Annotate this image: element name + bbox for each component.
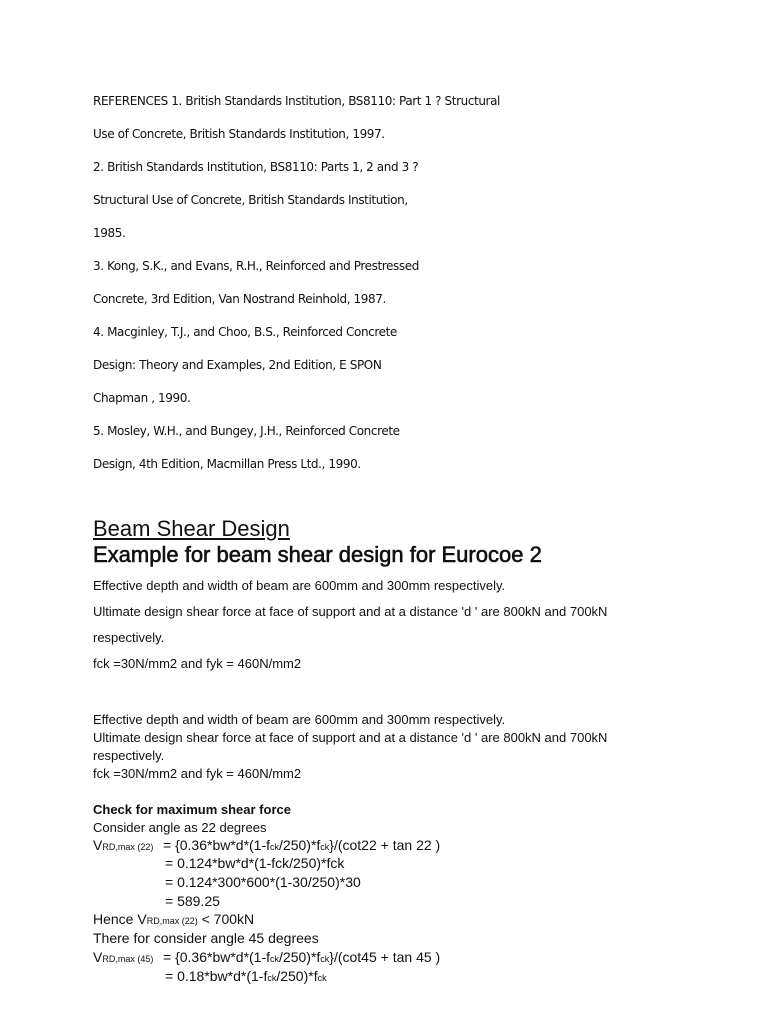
reference-line: Design: Theory and Examples, 2nd Edition, E SPON [93,358,382,372]
reference-line: 1985. [93,226,126,240]
paragraph-line: Effective depth and width of beam are 600mm and 300mm respectively. [93,578,506,593]
reference-line: 3. Kong, S.K., and Evans, R.H., Reinforced and Prestressed [93,259,419,273]
check-section [93,801,713,837]
example-heading: Example for beam shear design for Eurocoe 2 [93,542,542,567]
reference-line: Concrete, 3rd Edition, Van Nostrand Reinhold, 1987. [93,292,386,306]
paragraph-line: fck =30N/mm2 and fyk = 460N/mm2 [93,656,302,671]
problem-statement-repeat [93,711,713,783]
section-heading: Beam Shear Design [93,516,290,541]
reference-line: Design, 4th Edition, Macmillan Press Ltd., 1990. [93,457,361,471]
hence-line: Hence VRD,max (22) < 700kN [93,911,255,927]
problem-statement [93,577,713,681]
paragraph-line: respectively. [93,630,165,645]
equation-22-line-3: = 0.124*300*600*(1-30/250)*30 [165,874,361,890]
equation-22-line-2: = 0.124*bw*d*(1-fck/250)*fck [165,855,345,871]
paragraph-line: fck =30N/mm2 and fyk = 460N/mm2 [93,766,302,781]
v-rd-max-22: VRD,max (22) [93,837,154,853]
paragraph-line: Effective depth and width of beam are 600mm and 300mm respectively. [93,712,506,727]
reference-line: Structural Use of Concrete, British Standards Institution, [93,193,408,207]
reference-line: 4. Macginley, T.J., and Choo, B.S., Reinforced Concrete [93,325,397,339]
paragraph-line: Ultimate design shear force at face of support and at a distance 'd ' are 800kN and 700kN [93,604,608,619]
v-rd-max-45: VRD,max (45) [93,949,154,965]
paragraph-line: Ultimate design shear force at face of support and at a distance 'd ' are 800kN and 700kN [93,730,608,745]
equation-45-line-1: VRD,max (45) = {0.36*bw*d*(1-fck/250)*fck}/(cot45 + tan 45 ) [93,949,441,965]
reference-line: 2. British Standards Institution, BS8110: Parts 1, 2 and 3 ? [93,160,419,174]
check-title: Check for maximum shear force [93,802,291,817]
equation-22-line-4: = 589.25 [165,893,220,909]
reference-line: Use of Concrete, British Standards Institution, 1997. [93,127,385,141]
angle-45-line: There for consider angle 45 degrees [93,930,319,946]
equation-45-line-2: = 0.18*bw*d*(1-fck/250)*fck [165,968,327,984]
references-block [93,92,713,488]
equation-22-line-1: VRD,max (22) = {0.36*bw*d*(1-fck/250)*fck}/(cot22 + tan 22 ) [93,837,441,853]
reference-line: Chapman , 1990. [93,391,191,405]
angle-22-line: Consider angle as 22 degrees [93,820,267,835]
reference-line: 5. Mosley, W.H., and Bungey, J.H., Reinforced Concrete [93,424,400,438]
paragraph-line: respectively. [93,748,165,763]
reference-line: REFERENCES 1. British Standards Institution, BS8110: Part 1 ? Structural [93,94,500,108]
